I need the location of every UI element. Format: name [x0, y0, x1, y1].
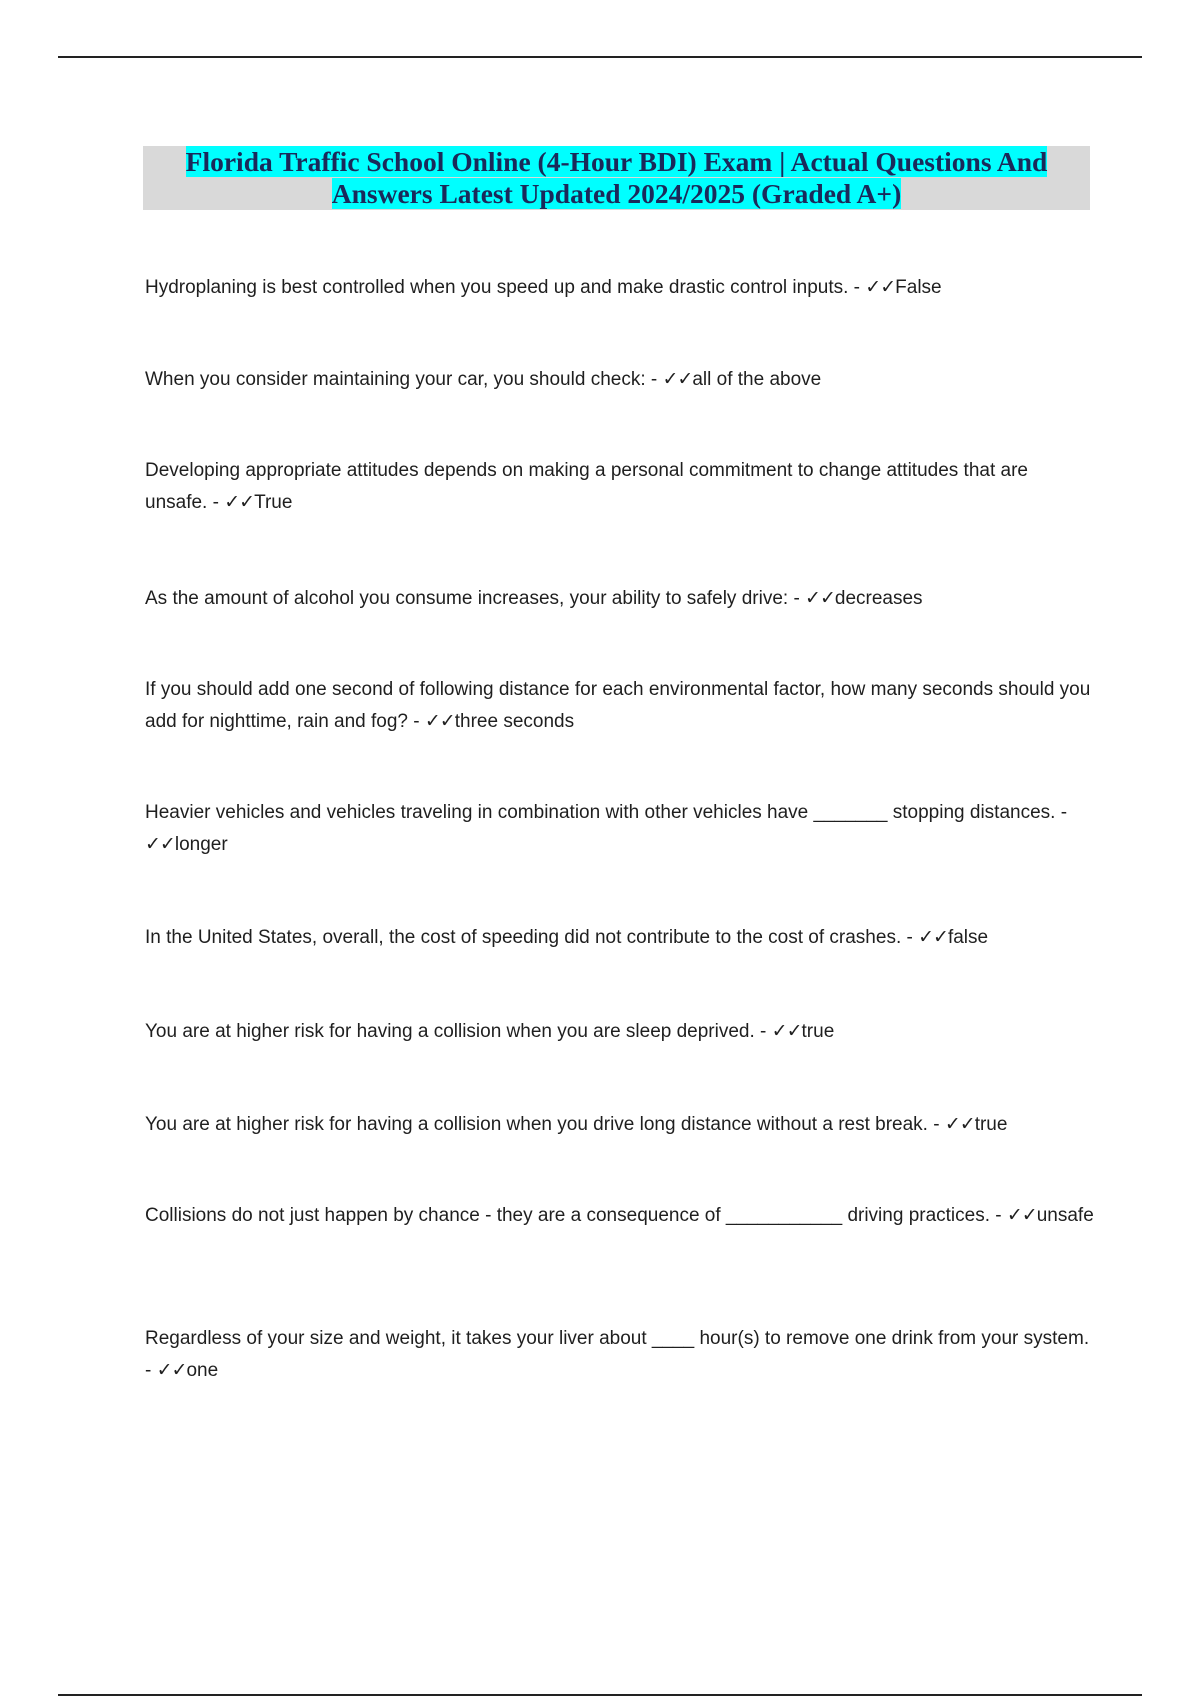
double-check-icon: ✓✓	[156, 1360, 187, 1381]
qa-item-10	[145, 1200, 1095, 1232]
qa-item-3	[145, 455, 1095, 519]
double-check-icon: ✓✓	[224, 492, 255, 513]
double-check-icon: ✓✓	[805, 588, 835, 609]
question-text: Developing appropriate attitudes depends on making a personal commitment to change attitudes that are unsafe. -	[145, 460, 1028, 513]
qa-item-6	[145, 797, 1095, 861]
answer-text: True	[254, 492, 293, 513]
question-text: Hydroplaning is best controlled when you speed up and make drastic control inputs. -	[145, 277, 866, 298]
document-title	[143, 146, 1090, 210]
qa-item-8	[145, 1016, 1095, 1048]
answer-text: three seconds	[454, 711, 575, 732]
double-check-icon: ✓✓	[918, 927, 948, 948]
qa-item-11	[145, 1323, 1095, 1387]
answer-text: unsafe	[1036, 1205, 1094, 1226]
question-text: You are at higher risk for having a collision when you are sleep deprived. -	[145, 1021, 772, 1042]
qa-item-7	[145, 922, 1095, 954]
double-check-icon: ✓✓	[145, 834, 175, 855]
answer-text: one	[186, 1360, 219, 1381]
question-text: When you consider maintaining your car, you should check: -	[145, 369, 663, 390]
question-text: In the United States, overall, the cost of speeding did not contribute to the cost of crashes. -	[145, 927, 919, 948]
question-text: Regardless of your size and weight, it takes your liver about ____ hour(s) to remove one drink from your system. -	[145, 1328, 1090, 1381]
title-line-1: Florida Traffic School Online (4-Hour BDI) Exam | Actual Questions And	[185, 146, 1048, 177]
answer-text: true	[801, 1021, 835, 1042]
qa-item-5	[145, 674, 1095, 738]
qa-item-1	[145, 272, 1095, 304]
question-text: If you should add one second of following distance for each environmental factor, how many seconds should you add for nighttime, rain and fog? -	[145, 679, 1091, 732]
double-check-icon: ✓✓	[1006, 1205, 1037, 1226]
double-check-icon: ✓✓	[424, 711, 455, 732]
title-line-2: Answers Latest Updated 2024/2025 (Graded A+)	[331, 178, 902, 209]
double-check-icon: ✓✓	[771, 1021, 802, 1042]
question-text: Collisions do not just happen by chance - they are a consequence of ___________ driving practices. -	[145, 1205, 1007, 1226]
question-text: Heavier vehicles and vehicles traveling in combination with other vehicles have _______ stopping distances. -	[145, 802, 1068, 823]
qa-item-2	[145, 364, 1095, 396]
top-rule	[58, 56, 1142, 58]
question-text: You are at higher risk for having a collision when you drive long distance without a rest break. -	[145, 1114, 945, 1135]
qa-item-9	[145, 1109, 1095, 1141]
double-check-icon: ✓✓	[944, 1114, 975, 1135]
question-text: As the amount of alcohol you consume increases, your ability to safely drive: -	[145, 588, 806, 609]
double-check-icon: ✓✓	[662, 369, 693, 390]
answer-text: decreases	[834, 588, 923, 609]
answer-text: true	[974, 1114, 1008, 1135]
bottom-rule	[58, 1694, 1142, 1696]
qa-item-4	[145, 583, 1095, 615]
answer-text: False	[895, 277, 942, 298]
answer-text: longer	[174, 834, 228, 855]
answer-text: false	[947, 927, 989, 948]
double-check-icon: ✓✓	[865, 277, 896, 298]
answer-text: all of the above	[692, 369, 822, 390]
